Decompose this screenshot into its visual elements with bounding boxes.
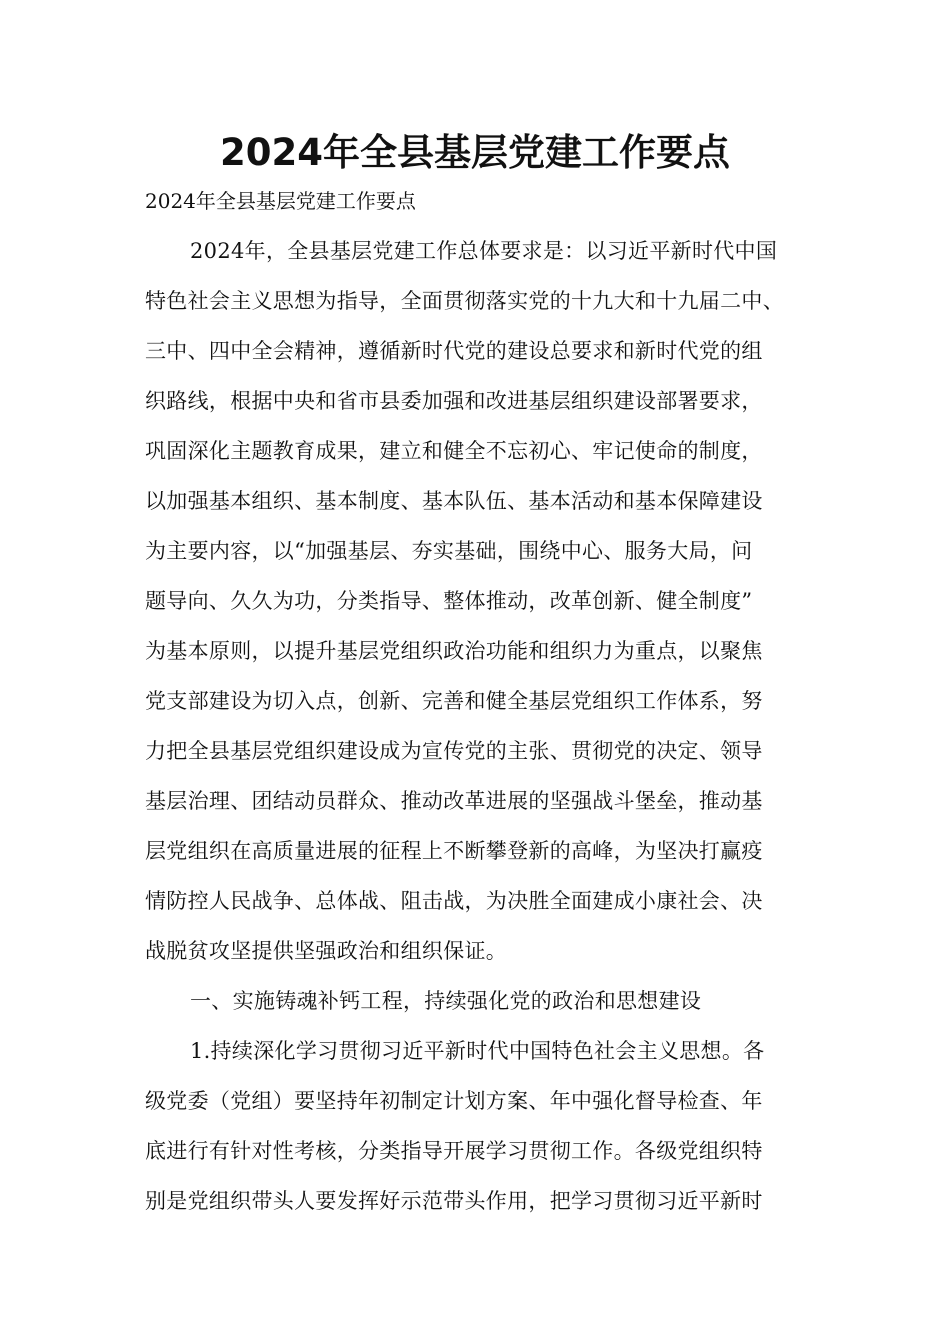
paragraph-line: 底进行有针对性考核，分类指导开展学习贯彻工作。各级党组织特	[145, 1139, 763, 1163]
paragraph-line: 层党组织在高质量进展的征程上不断攀登新的高峰，为坚决打赢疫	[145, 839, 763, 863]
paragraph-line: 党支部建设为切入点，创新、完善和健全基层党组织工作体系，努	[145, 689, 763, 713]
paragraph-line: 情防控人民战争、总体战、阻击战，为决胜全面建成小康社会、决	[145, 889, 763, 913]
paragraph-line: 2024年，全县基层党建工作总体要求是：以习近平新时代中国	[190, 239, 778, 263]
paragraph-line: 级党委（党组）要坚持年初制定计划方案、年中强化督导检查、年	[145, 1089, 763, 1113]
paragraph-line: 为主要内容，以“加强基层、夯实基础，围绕中心、服务大局，问	[145, 539, 753, 563]
paragraph-line: 别是党组织带头人要发挥好示范带头作用，把学习贯彻习近平新时	[145, 1189, 763, 1213]
document-title: 2024年全县基层党建工作要点	[220, 131, 730, 174]
paragraph-line: 以加强基本组织、基本制度、基本队伍、基本活动和基本保障建设	[145, 489, 763, 513]
paragraph-line: 力把全县基层党组织建设成为宣传党的主张、贯彻党的决定、领导	[145, 739, 763, 763]
paragraph-line: 织路线，根据中央和省市县委加强和改进基层组织建设部署要求，	[145, 389, 763, 413]
document-subtitle: 2024年全县基层党建工作要点	[145, 189, 416, 213]
paragraph-line: 三中、四中全会精神，遵循新时代党的建设总要求和新时代党的组	[145, 339, 763, 363]
paragraph-line: 基层治理、团结动员群众、推动改革进展的坚强战斗堡垒，推动基	[145, 789, 763, 813]
section-heading: 一、实施铸魂补钙工程，持续强化党的政治和思想建设	[190, 989, 702, 1013]
paragraph-line: 巩固深化主题教育成果，建立和健全不忘初心、牢记使命的制度，	[145, 439, 763, 463]
paragraph-line: 题导向、久久为功，分类指导、整体推动，改革创新、健全制度”	[145, 589, 753, 613]
paragraph-line: 战脱贫攻坚提供坚强政治和组织保证。	[145, 939, 508, 963]
paragraph-line: 1.持续深化学习贯彻习近平新时代中国特色社会主义思想。各	[190, 1039, 765, 1063]
paragraph-line: 特色社会主义思想为指导，全面贯彻落实党的十九大和十九届二中、	[145, 289, 784, 313]
paragraph-line: 为基本原则，以提升基层党组织政治功能和组织力为重点，以聚焦	[145, 639, 763, 663]
